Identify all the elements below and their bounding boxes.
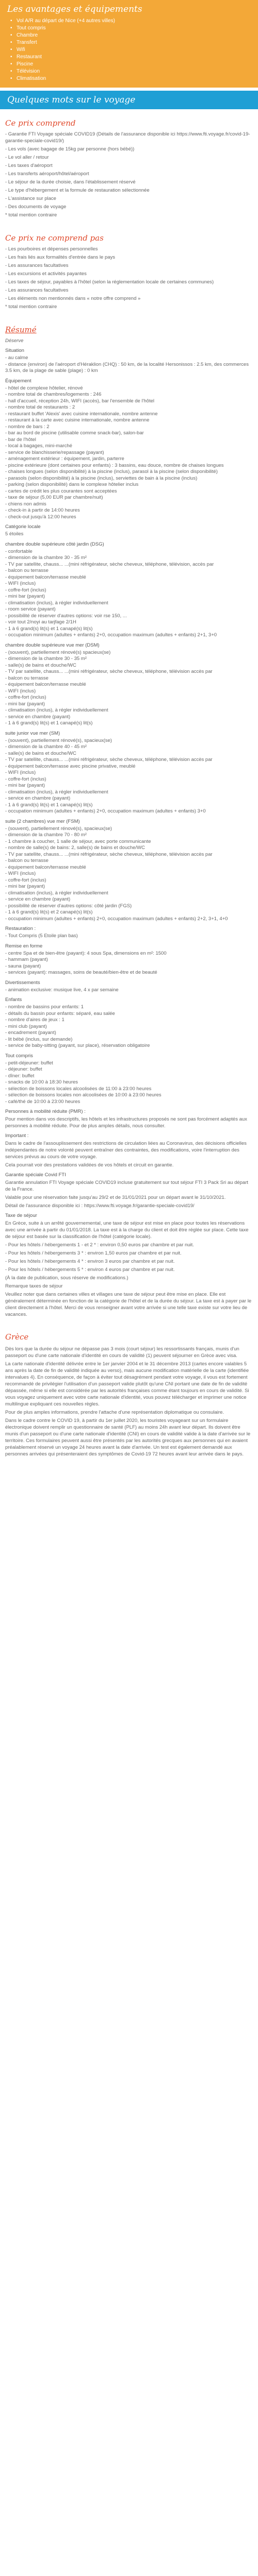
room1-line: - occupation minimum (adultes + enfants) 2+0, occupation maximum (adultes + enfants) 2+1, 3+0	[5, 632, 217, 638]
advantages-panel	[0, 0, 258, 88]
equipment-line: - chiens non admis	[5, 501, 46, 507]
tax-line: - Pour les hôtels / hébergements 4 * : environ 3 euros par chambre et par nuit.	[5, 1259, 175, 1264]
tax-line: Veuillez noter que dans certaines villes et villages une taxe de séjour peut être mise en place. Elle est généralement déterminée en fonction de la catégorie de l'hôtel et de la durée du séjour. La taxe est à payer par le client directement à l'hôtel. Merci de vous renseigner avant votre arrivée si une telle taxe existe sur votre lieu de vacances.	[5, 1292, 252, 1317]
info-bar-title: Quelques mots sur le voyage	[7, 95, 136, 105]
includes-line: - Les vols (avec bagage de 15kg par personne (hors bébé))	[5, 146, 135, 152]
advantages-title: Les avantages et équipements	[7, 4, 142, 14]
room1-line: - coffre-fort (inclus)	[5, 587, 46, 593]
wellness-line: - centre Spa et de bien-être (payant): 4 sous Spa, dimensions en m²: 1500	[5, 950, 167, 956]
room2-line: - balcon ou terrasse	[5, 675, 49, 681]
all-inclusive-label: Tout compris	[5, 1053, 33, 1059]
tax-line: - Pour les hôtels / hébergements 5 * : environ 4 euros par chambre et par nuit.	[5, 1267, 175, 1273]
room3-line: - équipement balcon/terrasse avec piscine privative, meublé	[5, 763, 136, 769]
important-list	[5, 1140, 253, 1168]
room3-line: - climatisation (inclus), à régler individuellement	[5, 789, 108, 795]
room2-line: - mini bar (payant)	[5, 701, 45, 707]
equipment-line: - taxe de séjour (5,00 EUR par chambre/nuit)	[5, 495, 103, 500]
equipment-line: - hôtel de complexe hôtelier, rénové	[5, 385, 83, 391]
country-info-list	[5, 1346, 253, 1458]
category-label: Catégorie locale	[5, 524, 41, 530]
advantage-item: • Chambre	[17, 32, 251, 39]
tax-label: Taxe de séjour	[5, 1213, 37, 1218]
equipment-line: - restaurant à la carte avec cuisine internationale, nombre antenne	[5, 417, 150, 423]
wellness-line: - sauna (payant)	[5, 963, 41, 969]
room3-line: - coffre-fort (inclus)	[5, 776, 46, 782]
equipment-line: - nombre de bars : 2	[5, 423, 50, 430]
advantage-item: • Climatisation	[17, 75, 251, 82]
important-label: Important :	[5, 1133, 29, 1139]
equipment-line: - hall d'accueil, réception 24h, WIFI (accès), bar l'ensemble de l'hôtel	[5, 398, 154, 404]
all-inclusive-line: - café/thé de 10:00 à 23:00 heures	[5, 1098, 80, 1105]
room2-line: - climatisation (inclus), à régler individuellement	[5, 707, 108, 713]
equipment-line: - cartes de crédit les plus courantes sont acceptées	[5, 488, 117, 494]
room2-line: - salle(s) de bains et douche/WC	[5, 662, 76, 668]
includes-line: * total mention contraire	[5, 212, 57, 218]
advantage-item: • Transfert	[17, 39, 251, 46]
room1-line: - 1 à 6 grand(s) lit(s) et 1 canapé(s) lit(s)	[5, 625, 93, 632]
equipment-line: - local à bagages, mini-marché	[5, 443, 72, 449]
equipment-line: - nombre total de restaurants : 2	[5, 404, 75, 410]
price-includes-list	[5, 131, 253, 218]
equipment-line: - check-in à partir de 14:00 heures	[5, 507, 80, 513]
room2-label: chambre double supérieure vue mer (DSM)	[5, 642, 100, 648]
all-inclusive-line: - petit-déjeuner: buffet	[5, 1060, 53, 1066]
category-value: 5 étoiles	[5, 531, 24, 537]
garantie-list	[5, 1179, 253, 1209]
tax-line: Remarque taxes de séjour	[5, 1283, 63, 1289]
room2-line: - dimension de la chambre 30 - 35 m²	[5, 656, 87, 662]
room3-line: - service en chambre (payant)	[5, 795, 71, 801]
kids-line: - nombre de bassins pour enfants: 1	[5, 1004, 84, 1010]
tax-line: - Pour les hôtels / hébergements 3 * : environ 1,50 euros par chambre et par nuit.	[5, 1250, 182, 1256]
includes-line: - Le type d'hébergement et la formule de restauration sélectionnée	[5, 188, 150, 193]
wellness-list	[5, 951, 253, 976]
excludes-line: - Les taxes de séjour, payables à l'hôtel (selon la réglementation locale de certaines communes)	[5, 279, 214, 285]
room4-line: - balcon ou terrasse	[5, 858, 49, 863]
entertainment-list	[5, 987, 253, 994]
pmr-line: Pour mention dans vos descriptifs, les hôtels et les infrastructures proposés ne sont pas forcément adaptés aux personnes à mobilité réduite. Pour de plus amples détails, nous consulter.	[5, 1116, 247, 1129]
entertainment-line: - animation exclusive: musique live, 4 x par semaine	[5, 987, 119, 993]
kids-list	[5, 1004, 253, 1049]
excludes-line: - Les frais liés aux formalités d'entrée dans le pays	[5, 255, 116, 260]
equipment-list	[5, 385, 253, 521]
advantage-item: • Restaurant	[17, 54, 251, 61]
advantage-item: • Vol A/R au départ de Nice (+4 autres villes)	[17, 18, 251, 25]
garantie-line: Valable pour une réservation faite jusqu'au 29/2 et de 31/01/2021 pour un départ avant le 31/10/2021.	[5, 1195, 226, 1200]
includes-line: - Le vol aller / retour	[5, 155, 49, 160]
room3-line: - TV par satellite, chauss... ...(mini réfrigérateur, sèche cheveux, téléphone, télévision accès par	[5, 757, 213, 762]
room1-line: - TV par satellite, chauss... ...(mini réfrigérateur, sèche cheveux, téléphone, télévision, accès par	[5, 561, 214, 567]
price-includes-title: Ce prix comprend	[5, 118, 76, 128]
room3-line: - (souvent), partiellement rénové(s), spacieux(se)	[5, 737, 112, 743]
room2-line: - 1 à 6 grand(s) lit(s) et 1 canapé(s) lit(s)	[5, 720, 93, 726]
equipment-label: Équipement	[5, 378, 31, 384]
garantie-label: Garantie spéciale Covid FTI	[5, 1172, 66, 1178]
excludes-line: - Les assurances facultatives	[5, 287, 69, 293]
room1-line: - mini bar (payant)	[5, 594, 45, 599]
country-info-line: Pour de plus amples informations, prendre l'attache d'une représentation diplomatique ou consulaire.	[5, 1410, 224, 1415]
room1-line: - dimension de la chambre 30 - 35 m²	[5, 555, 87, 561]
all-inclusive-line: - sélection de boissons locales alcoolisées de 11:00 à 23:00 heures	[5, 1086, 152, 1092]
wellness-line: - hammam (payant)	[5, 957, 48, 962]
advantage-item: • Piscine	[17, 61, 251, 68]
country-info-line: Dans le cadre contre le COVID 19, à partir du 1er juillet 2020, les touristes voyageant sur un formulaire électronique doivent remplir un questionnaire de santé (PLF) au moins 24h avant leur départ. Ils doivent être munis d'un passeport ou d'une carte nationale d'identité (CNI) en cours de validité valide à la date d'arrivée sur le territoire. Ces formulaires peuvent aussi être présentés par les autorités grecques aux personnes qui en avaient préalablement réservé un voyage 24 heures avant la date d'arrivée. Un test est également demandé aux personnes arrivées qui présenteraient des symptômes de Covid-19 72 heures avant leur arrivée dans le pays.	[5, 1418, 251, 1457]
all-inclusive-line: - sélection de boissons locales non alcoolisées de 10:00 à 23:00 heures	[5, 1092, 162, 1098]
room4-line: - équipement balcon/terrasse meublé	[5, 864, 86, 870]
room4-line: - TV par satellite, chauss... ...(mini réfrigérateur, sèche cheveux, téléphone, télévision accès par	[5, 851, 213, 857]
equipment-line: - restaurant buffet 'Alexis' avec cuisine internationale, nombre antenne	[5, 411, 158, 417]
room2-line: - coffre-fort (inclus)	[5, 694, 46, 700]
room1-line: - confortable	[5, 548, 33, 554]
tax-line: En Grèce, suite à un arrêté gouvernemental, une taxe de séjour est mise en place pour toutes les réservations avec une arrivée à partir du 01/01/2018. La taxe est à la charge du client et doit être réglée sur place. Cette taxe de séjour est basée sur la classification de l'hôtel (catégorie locale).	[5, 1221, 249, 1240]
equipment-line: - bar de l'hôtel	[5, 436, 36, 443]
equipment-line: - chaises longues (selon disponibilité) à la piscine (inclus), parasol à la piscine (selon disponibilité)	[5, 469, 218, 474]
room4-line: - 1 à 6 grand(s) lit(s) et 2 canapé(s) lit(s)	[5, 909, 93, 915]
important-line: Cela pourrait voir des prestations validées de vos hôtels et circuit en garantie.	[5, 1162, 174, 1168]
equipment-line: - service de blanchisserie/repassage (payant)	[5, 449, 104, 455]
room1-list	[5, 549, 253, 639]
excludes-line: - Les éléments non mentionnés dans « notre offre comprend »	[5, 296, 141, 301]
equipment-line: - nombre total de chambres/logements : 246	[5, 392, 102, 397]
includes-line: - Les taxes d'aéroport	[5, 163, 53, 168]
room3-line: - salle(s) de bains et douche/WC	[5, 750, 76, 756]
entertainment-label: Divertissements	[5, 979, 40, 986]
room3-line: - mini bar (payant)	[5, 783, 45, 788]
room1-line: - WIFI (inclus)	[5, 581, 36, 586]
includes-line: - Les transferts aéroport/hôtel/aéroport	[5, 171, 89, 177]
restaurant-line: - Tout Compris (5 Etoile plan bas)	[5, 933, 78, 939]
room4-line: - service en chambre (payant)	[5, 896, 71, 902]
room3-line: - 1 à 6 grand(s) lit(s) et 1 canapé(s) lit(s)	[5, 802, 93, 808]
tax-line: (À la date de publication, sous réserve de modifications.)	[5, 1275, 128, 1281]
country-info-line: La carte nationale d'identité délivrée entre le 1er janvier 2004 et le 31 décembre 2013 (cartes encore valables 5 ans après la date de fin de validité indiquée au verso), mais aucune modification matérielle de la carte (identifiée intervalues 4). En conséquence, de façon à éviter tout désagrément pendant votre voyage, il vous est fortement recommandé de privilégier l'utilisation d'un passeport valide plutôt qu'une CNI portant une date de fin de validité dépassée, même si elle est considérée par les autorités françaises comme étant toujours en cours de validité. Si vous voyagez uniquement avec votre carte nationale d'identité, vous pouvez télécharger et imprimer une notice multilingue expliquant ces nouvelles règles.	[5, 1361, 249, 1407]
info-bar	[0, 91, 258, 109]
situation-line: - distance (environ) de l'aéroport d'Héraklion (CHQ) : 50 km, de la localité Hersonissos : 2.5 km, des commerces 3.5 km, de la plage de sable (plage) : 0 km	[5, 361, 249, 374]
room4-line: - mini bar (payant)	[5, 884, 45, 889]
includes-line: - Garantie FTI Voyage spéciale COVID19 (Détails de l'assurance disponible ici https://www.fti.voyage.fr/covid-19-garantie-speciale-covid19/)	[5, 131, 250, 144]
kids-line: - service de baby-sitting (payant, sur place), réservation obligatoire	[5, 1043, 150, 1048]
situation-label: Situation	[5, 348, 24, 353]
summary-title: Résumé	[5, 325, 37, 334]
room2-line: - WIFI (inclus)	[5, 688, 36, 694]
situation-list	[5, 355, 253, 375]
country-info-line: Dès lors que la durée du séjour ne dépasse pas 3 mois (court séjour) les ressortissants français, munis d'un passeport ou d'une carte nationale d'identité en cours de validité (1) peuvent séjourner en Grèce avec visa.	[5, 1346, 239, 1359]
advantage-item: • Wifi	[17, 46, 251, 54]
tax-list	[5, 1220, 253, 1318]
room4-line: - 1 chambre à coucher, 1 salle de séjour, avec porte communicante	[5, 838, 151, 844]
equipment-line: - aménagement extérieur : équipement, jardin, parterre	[5, 456, 124, 462]
room1-label: chambre double supérieure côté jardin (DSG)	[5, 541, 104, 547]
room1-line: - climatisation (inclus), à régler individuellement	[5, 600, 108, 606]
advantage-item: • Télévision	[17, 68, 251, 75]
pmr-label: Personnes à mobilité réduite (PMR) :	[5, 1109, 86, 1114]
excludes-line: - Les pourboires et dépenses personnelles	[5, 246, 98, 252]
kids-line: - nombre d'aires de jeux : 1	[5, 1017, 64, 1023]
kids-label: Enfants	[5, 997, 22, 1003]
advantages-list	[7, 18, 251, 82]
room4-line: - dimension de la chambre 70 - 80 m²	[5, 832, 87, 838]
room2-line: - service en chambre (payant)	[5, 714, 71, 720]
room3-line: - WIFI (inclus)	[5, 770, 36, 775]
room3-line: - dimension de la chambre 40 - 45 m²	[5, 744, 87, 750]
kids-line: - lit bébé (inclus, sur demande)	[5, 1036, 73, 1042]
excludes-line: * total mention contraire	[5, 304, 57, 310]
restaurant-list	[5, 933, 253, 940]
advantage-item: • Tout compris	[17, 25, 251, 32]
price-excludes-title: Ce prix ne comprend pas	[5, 233, 104, 243]
equipment-line: - check-out jusqu'à 12:00 heures	[5, 514, 76, 520]
room3-label: suite junior vue mer (SM)	[5, 730, 60, 736]
room4-list	[5, 826, 253, 923]
room2-line: - TV par satellite, chauss... ...(mini réfrigérateur, sèche cheveux, téléphone, télévision accès par	[5, 669, 213, 674]
all-inclusive-line: - déjeuner: buffet	[5, 1066, 42, 1072]
pmr-list	[5, 1116, 253, 1129]
wellness-label: Remise en forme	[5, 943, 43, 949]
room1-line: - balcon ou terrasse	[5, 568, 49, 573]
wellness-line: - services (payant): massages, soins de beauté/bien-être et de beauté	[5, 970, 157, 975]
equipment-line: - piscine extérieure (dont certaines pour enfants) : 3 bassins, eau douce, nombre de chaises longues	[5, 462, 224, 468]
room4-line: - possibilité de réserver d'autres options: côté jardin (FGS)	[5, 903, 132, 909]
room4-line: - coffre-fort (inclus)	[5, 877, 46, 883]
room3-line: - occupation minimum (adultes + enfants) 2+0, occupation maximum (adultes + enfants) 3+0	[5, 808, 206, 814]
room4-line: - climatisation (inclus), à régler individuellement	[5, 890, 108, 896]
equipment-line: - bar au bord de piscine (utilisable comme snack-bar), salon-bar	[5, 430, 144, 436]
includes-line: - Des documents de voyage	[5, 204, 67, 210]
garantie-line: Détail de l'assurance disponible ici : https://www.fti.voyage.fr/garantie-speciale-covid19/	[5, 1203, 195, 1209]
room1-line: - équipement balcon/terrasse meublé	[5, 574, 86, 580]
price-excludes-list	[5, 246, 253, 310]
all-inclusive-line: - snacks de 10:00 à 18:30 heures	[5, 1079, 78, 1085]
country-title: Grèce	[5, 1332, 29, 1342]
tax-line: - Pour les hôtels / hébergements 1 - et 2 * : environ 0,50 euros par chambre et par nuit.	[5, 1242, 194, 1248]
kids-line: - encadrement (payant)	[5, 1030, 56, 1036]
includes-line: - L'assistance sur place	[5, 196, 56, 201]
room1-line: - voir tout 2/noyi au tarjfage 2/1H	[5, 619, 76, 625]
room4-label: suite (2 chambres) vue mer (FSM)	[5, 818, 80, 824]
room1-line: - possibilité de réserver d'autres options: voir rse 150, ...	[5, 613, 127, 619]
main-content	[0, 109, 258, 1469]
room4-line: - occupation minimum (adultes + enfants) 2+0, occupation maximum (adultes + enfants) 2+2, 3+1, 4+0	[5, 916, 228, 922]
room3-list	[5, 738, 253, 815]
room4-line: - WIFI (inclus)	[5, 871, 36, 876]
includes-line: - Le séjour de la durée choisie, dans l'établissement réservé	[5, 179, 136, 185]
equipment-line: - parking (selon disponibilité) dans le complexe hôtelier inclus	[5, 482, 139, 487]
room2-line: - équipement balcon/terrasse meublé	[5, 682, 86, 687]
all-inclusive-line: - dîner: buffet	[5, 1073, 35, 1079]
garantie-line: Garantie annulation FTI Voyage spéciale COVID19 incluse gratuitement sur tout séjour FTI 3 Pack Sri au départ de la France.	[5, 1180, 249, 1192]
equipment-line: - parasols (selon disponibilité) à la piscine (inclus), serviettes de bain à la piscine (inclus)	[5, 475, 198, 481]
room2-line: - (souvent), partiellement rénové(s) spacieux(se)	[5, 649, 111, 655]
kids-line: - mini club (payant)	[5, 1023, 47, 1029]
important-line: Dans le cadre de l'assouplissement des restrictions de circulation liées au Coronavirus, des décisions officielles indépendantes de notre volonté peuvent entraîner des contraintes, des modifications, voire l'interruption des services prévus au cours de votre voyage.	[5, 1141, 247, 1160]
situation-line: - au calme	[5, 355, 28, 361]
excludes-line: - Les assurances facultatives	[5, 263, 69, 268]
room4-line: - (souvent), partiellement rénové(s), spacieux(se)	[5, 825, 112, 832]
room2-list	[5, 650, 253, 727]
summary-subtitle: Déserve	[5, 338, 24, 344]
restaurant-label: Restauration :	[5, 926, 36, 931]
kids-line: - détails du bassin pour enfants: séparé, eau salée	[5, 1010, 115, 1016]
all-inclusive-list	[5, 1060, 253, 1106]
room4-line: - nombre de salle(s) de bains: 2, salle(s) de bains et douche/WC	[5, 845, 145, 851]
room1-line: - room service (payant)	[5, 606, 56, 612]
excludes-line: - Les excursions et activités payantes	[5, 271, 87, 277]
